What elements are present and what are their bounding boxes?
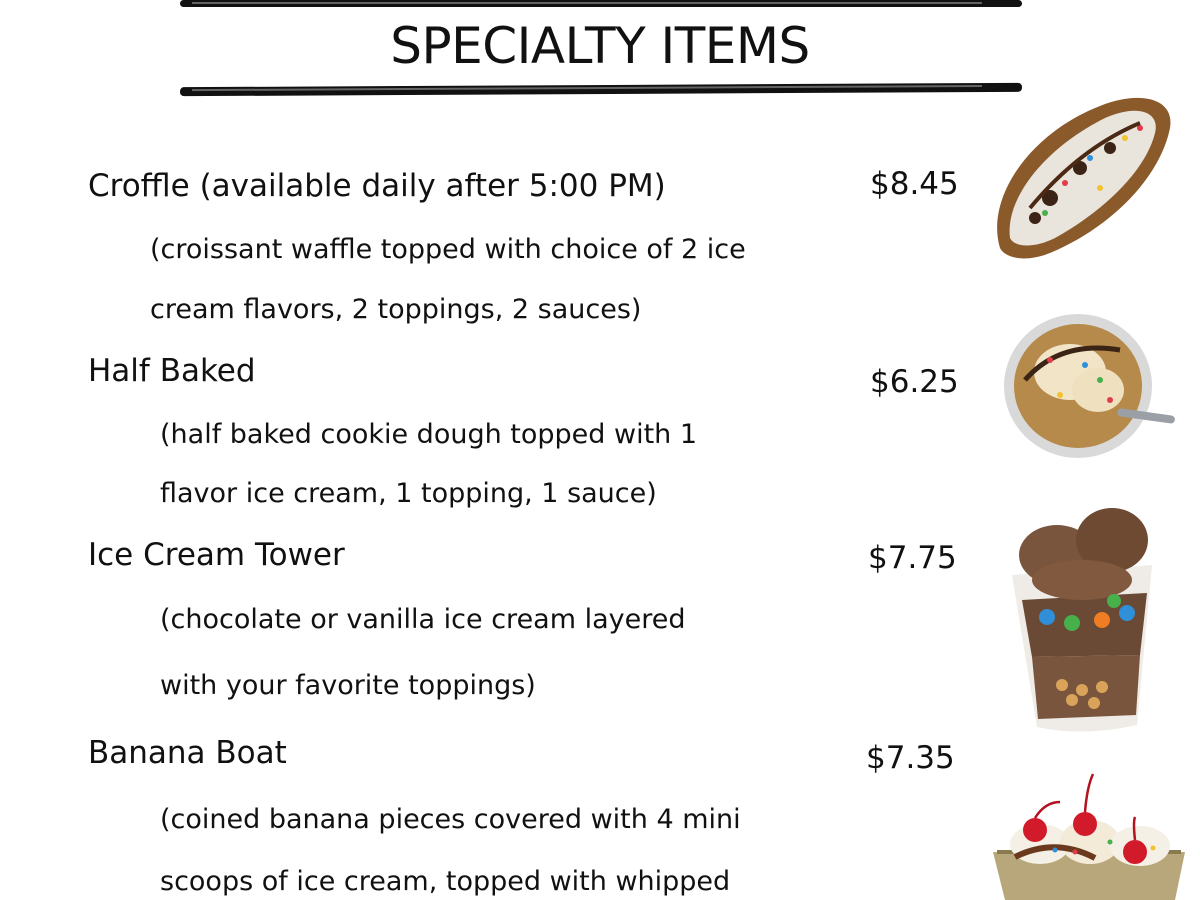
item-desc-line-banana-boat: (coined banana pieces covered with 4 mini: [160, 804, 741, 835]
item-desc-line-banana-boat: scoops of ice cream, topped with whipped: [160, 866, 731, 897]
item-desc-line-half-baked: (half baked cookie dough topped with 1: [160, 419, 698, 450]
item-desc-line-half-baked: flavor ice cream, 1 topping, 1 sauce): [160, 478, 657, 509]
item-desc-line-croffle: (croissant waffle topped with choice of 2 ice: [150, 234, 746, 265]
item-desc-line-ice-cream-tower: (chocolate or vanilla ice cream layered: [160, 604, 686, 635]
item-price-ice-cream-tower: $7.75: [868, 540, 957, 576]
item-desc-line-ice-cream-tower: with your favorite toppings): [160, 670, 536, 701]
item-price-half-baked: $6.25: [870, 364, 959, 400]
item-price-croffle: $8.45: [870, 166, 959, 202]
item-desc-line-croffle: cream flavors, 2 toppings, 2 sauces): [150, 294, 642, 325]
top-brush-divider: [180, 0, 1022, 7]
ice-cream-tower-photo: [1002, 505, 1162, 735]
croffle-photo: [990, 88, 1175, 260]
item-name-ice-cream-tower: Ice Cream Tower: [88, 537, 345, 573]
page-title: SPECIALTY ITEMS: [390, 17, 810, 75]
item-name-banana-boat: Banana Boat: [88, 735, 287, 771]
half-baked-photo: [1000, 310, 1178, 462]
banana-boat-photo: [985, 772, 1195, 900]
item-name-half-baked: Half Baked: [88, 353, 256, 389]
title-brush-underline: [180, 83, 1022, 96]
item-price-banana-boat: $7.35: [866, 740, 955, 776]
item-name-croffle: Croffle (available daily after 5:00 PM): [88, 168, 666, 204]
